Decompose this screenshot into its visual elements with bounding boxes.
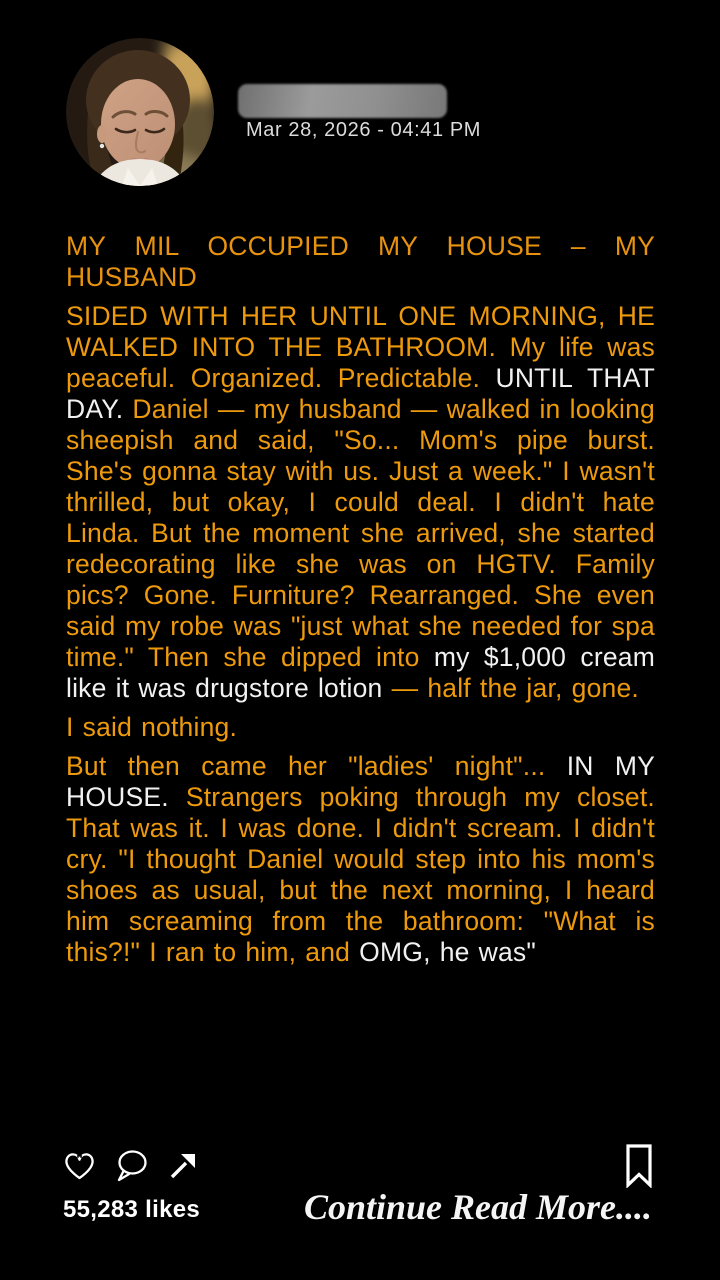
profile-photo [66,38,214,186]
comment-icon [113,1148,149,1184]
likes-count[interactable]: 55,283 likes [63,1196,201,1223]
text-segment-white: OMG, he was" [359,937,536,967]
comment-button[interactable] [113,1146,149,1186]
avatar[interactable] [66,38,214,186]
save-button[interactable] [624,1143,656,1189]
text-segment-orange: — half the jar, gone. [391,673,639,703]
heart-icon [63,1149,96,1183]
text-segment-orange: SIDED WITH HER UNTIL ONE MORNING, HE WALKED INTO THE BATHROOM. My life was peaceful. Organized. Predictable. [66,301,655,393]
post-body [66,301,655,968]
read-more-link[interactable]: Continue Read More.... [303,1187,653,1227]
username-redacted-bar[interactable] [238,84,447,118]
post-paragraph [66,712,655,743]
text-segment-orange: I said nothing. [66,712,238,742]
text-segment-orange: Daniel — my husband — walked in looking sheepish and said, "So... Mom's pipe burst. She's gonna stay with us. Just a week." I wasn't thrilled, but okay, I could deal. I didn't hate Linda. But the moment she arrived, she started redecorating like she was on HGTV. Family pics? Gone. Furniture? Rearranged. She even said my robe was "just what she needed for spa time." Then she dipped into [66,394,655,672]
share-arrow-icon [167,1150,199,1182]
post-paragraph [66,301,655,704]
text-segment-orange: But then came her "ladies' night"... [66,751,567,781]
action-bar [61,1146,201,1186]
post-timestamp: Mar 28, 2026 - 04:41 PM [246,119,482,141]
post-title: MY MIL OCCUPIED MY HOUSE – MY HUSBAND [66,231,655,292]
text-segment-white: UNTIL THAT DAY. [66,363,655,424]
text-segment-orange: Strangers poking through my closet. That was it. I was done. I didn't scream. I didn't cry. "I thought Daniel would step into his mom's shoes as usual, but the next morning, I heard him screaming from the bathroom: "What is this?!" I ran to him, and [66,782,655,967]
post-paragraph [66,751,655,968]
post-text [66,231,655,968]
text-segment-white: my $1,000 cream like it was drugstore lotion [66,642,656,703]
bookmark-icon [624,1143,654,1188]
share-button[interactable] [165,1146,201,1186]
like-button[interactable] [61,1146,97,1186]
text-segment-white: IN MY HOUSE. [66,751,655,812]
